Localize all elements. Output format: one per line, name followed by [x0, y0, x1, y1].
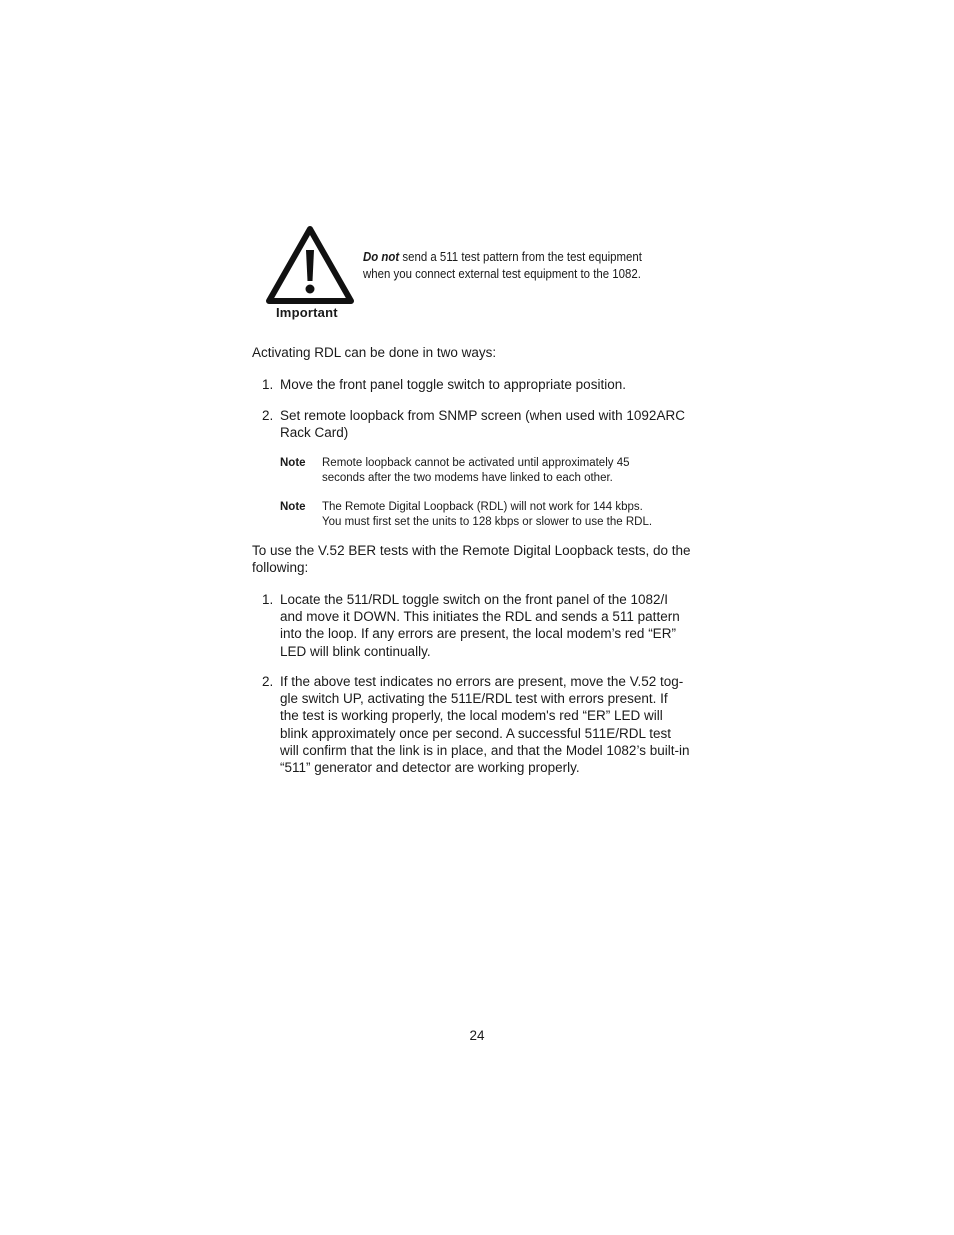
important-label: Important: [276, 305, 338, 320]
note-text: Remote loopback cannot be activated until approximately 45 seconds after the two modems have linked to each other.: [322, 457, 630, 485]
warning-text-line-2: when you connect external test equipment to the 1082.: [363, 266, 641, 281]
rdl-method-number: 2.: [262, 408, 274, 423]
note-label: Note: [280, 457, 306, 469]
ber-step-number: 2.: [262, 674, 274, 689]
ber-step-text: If the above test indicates no errors are present, move the V.52 tog- gle switch UP, activating the 511E/RDL test with errors present. If the test is working properly, the local modem's red “ER” LED will blink approximately once per second. A successful 511E/RDL test will confirm that the link is in place, and that the Model 1082’s built-in “511” generator and detector are working properly.: [280, 674, 690, 776]
rdl-method-text: Set remote loopback from SNMP screen (when used with 1092ARC Rack Card): [280, 408, 685, 441]
rdl-method-number: 1.: [262, 377, 274, 392]
ber-step-text: Locate the 511/RDL toggle switch on the front panel of the 1082/I and move it DOWN. This initiates the RDL and sends a 511 pattern into the loop. If any errors are present, the local modem’s red “ER” LED will blink continually.: [280, 592, 680, 659]
ber-step-number: 1.: [262, 592, 274, 607]
note-text: The Remote Digital Loopback (RDL) will not work for 144 kbps. You must first set the units to 128 kbps or slower to use the RDL.: [322, 501, 653, 529]
warning-line-1: [363, 248, 653, 265]
ber-step-item-1: [262, 591, 704, 660]
warning-emphasis: Do not: [363, 249, 400, 264]
ber-intro-paragraph: To use the V.52 BER tests with the Remote Digital Loopback tests, do the following:: [252, 543, 691, 576]
warning-text-line-1: send a 511 test pattern from the test equipment: [399, 249, 642, 264]
warning-message: [363, 248, 653, 282]
rdl-method-item-1: [262, 376, 704, 393]
rdl-method-text: Move the front panel toggle switch to appropriate position.: [280, 377, 626, 392]
note-label: Note: [280, 501, 306, 513]
note-2: [280, 500, 700, 531]
warning-triangle-icon: [265, 225, 355, 307]
rdl-intro-paragraph: Activating RDL can be done in two ways:: [252, 345, 497, 360]
note-1: [280, 456, 700, 487]
rdl-method-item-2: [262, 407, 704, 441]
ber-step-item-2: [262, 673, 704, 776]
page-number: 24: [469, 1028, 485, 1043]
